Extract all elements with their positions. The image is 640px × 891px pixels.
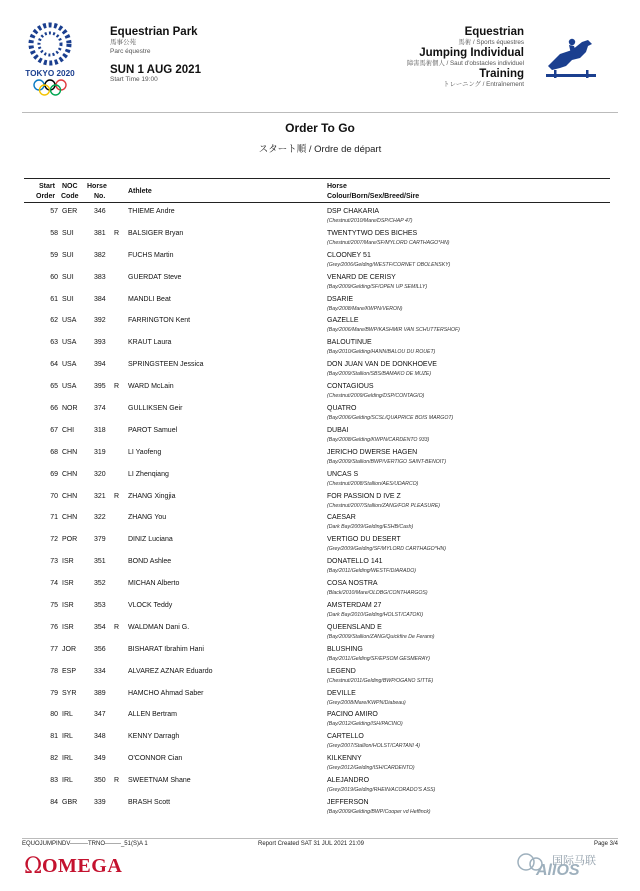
watermark-text: 国际马联 (552, 855, 596, 867)
start-order: 72 (50, 536, 58, 544)
start-order: 60 (50, 273, 58, 281)
athlete-name: BRASH Scott (128, 799, 171, 807)
reserve-flag: R (114, 229, 120, 237)
col-horse-details: Colour/Born/Sex/Breed/Sire (327, 193, 420, 200)
horse-details: (Bay/2011/Gelding/WESTF/DIARADO) (327, 568, 416, 575)
col-no: No. (94, 193, 106, 200)
horse-number: 321 (94, 492, 106, 500)
horse-details: (Chestnut/2009/Gelding/DSP/CONTAGIO) (327, 393, 425, 400)
horse-name: FOR PASSION D IVE Z (327, 492, 401, 500)
noc-code: ISR (62, 580, 74, 588)
athlete-name: ZHANG You (128, 514, 167, 522)
table-row (24, 271, 610, 293)
noc-code: USA (62, 383, 77, 391)
horse-number: 352 (94, 580, 106, 588)
horse-name: QUATRO (327, 405, 357, 413)
horse-details: (Black/2010/Mare/OLDBG/CONTHARGOS) (327, 590, 428, 597)
page-title: Order To Go (285, 121, 355, 135)
start-order-table (24, 205, 610, 818)
svg-text:Ω: Ω (24, 854, 43, 878)
noc-code: IRL (62, 733, 73, 741)
page-subtitle: スタート順 / Ordre de départ (258, 144, 382, 155)
horse-details: (Bay/2006/Gelding/SCSL/QUAPRICE BOIS MARGOT) (327, 415, 454, 422)
table-row (24, 752, 610, 774)
noc-code: GBR (62, 799, 78, 807)
table-row (24, 621, 610, 643)
horse-name: KILKENNY (327, 755, 362, 763)
athlete-name: GUERDAT Steve (128, 273, 182, 281)
start-order: 63 (50, 339, 58, 347)
horse-name: DSP CHAKARIA (327, 208, 379, 215)
athlete-name: SPRINGSTEEN Jessica (128, 361, 204, 369)
horse-name: DEVILLE (327, 689, 356, 697)
athlete-name: BOND Ashlee (128, 558, 172, 566)
table-row (24, 665, 610, 687)
col-order: Order (36, 193, 56, 200)
athlete-name: LI Zhenqiang (128, 470, 169, 478)
horse-number: 382 (94, 251, 106, 259)
athlete-name: FUCHS Martin (128, 251, 174, 259)
horse-details: (Bay/2006/Mare/BWP/KASHMIR VAN SCHUTTERSHOF) (327, 327, 460, 334)
horse-number: 383 (94, 273, 106, 281)
noc-code: ESP (62, 667, 77, 675)
start-order: 84 (50, 799, 58, 807)
horse-number: 350 (94, 777, 106, 785)
table-row (24, 424, 610, 446)
horse-name: AMSTERDAM 27 (327, 602, 382, 610)
horse-details: (Chestnut/2007/Mare/SF/MYLORD CARTHAGO*HN) (327, 239, 450, 246)
start-order: 74 (50, 580, 58, 588)
report-created: Report Created SAT 31 JUL 2021 21:09 (258, 841, 364, 847)
horse-name: VERTIGO DU DESERT (327, 536, 401, 544)
event-date: SUN 1 AUG 2021 (110, 64, 201, 76)
table-row (24, 446, 610, 468)
footer-divider (22, 838, 618, 839)
noc-code: NOR (62, 405, 78, 413)
table-row (24, 490, 610, 512)
table-row (24, 796, 610, 818)
athlete-name: HAMCHO Ahmad Saber (128, 689, 204, 697)
event-name: Jumping Individual (419, 47, 524, 59)
col-start: Start (39, 183, 55, 190)
noc-code: CHI (62, 426, 75, 434)
horse-details: (Grey/2012/Gelding/ISH/CARDENTO) (327, 765, 415, 772)
table-row (24, 293, 610, 315)
equestrian-jumping-icon (542, 36, 600, 80)
noc-code: ISR (62, 623, 74, 631)
noc-code: GER (62, 208, 78, 215)
horse-details: (Grey/2006/Gelding/WESTF/CORNET OBOLENSKY) (327, 261, 451, 268)
athlete-name: THIEME Andre (128, 208, 175, 215)
horse-number: 351 (94, 558, 106, 566)
table-row (24, 533, 610, 555)
reserve-flag: R (114, 623, 120, 631)
noc-code: CHN (62, 470, 78, 478)
horse-name: CLOONEY 51 (327, 251, 371, 259)
horse-name: TWENTYTWO DES BICHES (327, 229, 418, 237)
table-row (24, 577, 610, 599)
horse-number: 379 (94, 536, 106, 544)
table-row (24, 599, 610, 621)
noc-code: SUI (62, 251, 74, 259)
athlete-name: ALVAREZ AZNAR Eduardo (128, 667, 213, 675)
horse-name: CARTELLO (327, 733, 364, 741)
table-row (24, 774, 610, 796)
horse-details: (Chestnut/2011/Gelding/BWP/OGANO SITTE) (327, 677, 434, 684)
table-header (24, 178, 610, 203)
event-name-sub: 障害馬術個人 / Saut d'obstacles individuel (406, 60, 524, 67)
horse-name: LEGEND (327, 667, 356, 675)
horse-details: (Bay/2008/Mare/KWPN/VERON) (327, 305, 403, 312)
athlete-name: BALSIGER Bryan (128, 229, 184, 237)
athlete-name: MANDLI Beat (128, 295, 171, 303)
noc-code: SYR (62, 689, 77, 697)
horse-number: 393 (94, 339, 106, 347)
col-athlete: Athlete (128, 188, 152, 195)
reserve-flag: R (114, 383, 120, 391)
horse-details: (Bay/2009/Gelding/SF/OPEN UP SEMILLY) (327, 283, 428, 290)
start-order: 75 (50, 602, 58, 610)
start-order: 68 (50, 448, 58, 456)
noc-code: SUI (62, 229, 74, 237)
horse-details: (Dark Bay/2010/Gelding/HOLST/CATOKI) (327, 612, 424, 619)
horse-details: (Grey/2008/Mare/KWPN/Diabeau) (327, 699, 406, 706)
horse-number: 356 (94, 645, 106, 653)
page-number: Page 3/4 (593, 841, 618, 847)
horse-name: DSARIE (327, 295, 354, 303)
horse-name: BALOUTINUE (327, 339, 372, 347)
horse-name: PACINO AMIRO (327, 711, 378, 719)
horse-details: (Grey/2009/Gelding/SF/MYLORD CARTHAGO*HN) (327, 546, 446, 553)
venue-name-fr: Parc équestre (110, 48, 151, 55)
horse-name: CAESAR (327, 514, 356, 522)
horse-details: (Bay/2009/Stallion/SBS/BAMAKO DE MUZE) (327, 371, 432, 378)
horse-name: CONTAGIOUS (327, 383, 374, 391)
noc-code: CHN (62, 448, 78, 456)
horse-number: 395 (94, 383, 106, 391)
table-row (24, 249, 610, 271)
horse-number: 346 (94, 208, 106, 215)
header-divider (22, 112, 618, 113)
col-noc: NOC (62, 183, 78, 190)
horse-number: 322 (94, 514, 106, 522)
phase-name: Training (479, 68, 524, 80)
athlete-name: ZHANG Xingjia (128, 492, 176, 500)
table-row (24, 358, 610, 380)
start-order: 83 (50, 777, 58, 785)
noc-code: SUI (62, 295, 74, 303)
start-order: 58 (50, 229, 58, 237)
noc-code: ISR (62, 558, 74, 566)
start-order: 59 (50, 251, 58, 259)
start-order: 81 (50, 733, 58, 741)
athlete-name: WALDMAN Dani G. (128, 623, 190, 631)
horse-number: 320 (94, 470, 106, 478)
athlete-name: KENNY Darragh (128, 733, 180, 741)
horse-number: 348 (94, 733, 106, 741)
horse-details: (Dark Bay/2009/Gelding/ESHB/Cash) (327, 524, 414, 531)
start-order: 67 (50, 426, 58, 434)
horse-name: ALEJANDRO (327, 777, 370, 785)
athlete-name: KRAUT Laura (128, 339, 172, 347)
horse-number: 347 (94, 711, 106, 719)
horse-name: BLUSHING (327, 645, 363, 653)
noc-code: USA (62, 361, 77, 369)
start-order: 65 (50, 383, 58, 391)
horse-name: JEFFERSON (327, 799, 369, 807)
athlete-name: DINIZ Luciana (128, 536, 173, 544)
horse-name: GAZELLE (327, 317, 359, 325)
noc-code: USA (62, 339, 77, 347)
horse-number: 384 (94, 295, 106, 303)
athlete-name: SWEETNAM Shane (128, 777, 191, 785)
athlete-name: MICHAN Alberto (128, 580, 180, 588)
table-row (24, 511, 610, 533)
sport-name: Equestrian (464, 26, 524, 38)
horse-name: JERICHO DWERSE HAGEN (327, 448, 418, 456)
table-row (24, 468, 610, 490)
horse-name: DON JUAN VAN DE DONKHOEVE (327, 361, 437, 369)
start-order: 66 (50, 405, 58, 413)
col-code: Code (61, 193, 79, 200)
horse-name: DONATELLO 141 (327, 558, 383, 566)
report-code: EQUOJUMPINDV---------TRNO--------_51(S)A 1 (22, 841, 148, 847)
start-order: 64 (50, 361, 58, 369)
horse-name: UNCAS S (327, 470, 359, 478)
start-order: 76 (50, 623, 58, 631)
noc-code: CHN (62, 492, 78, 500)
athlete-name: VLOCK Teddy (128, 602, 173, 610)
horse-number: 389 (94, 689, 106, 697)
start-order: 69 (50, 470, 58, 478)
horse-number: 354 (94, 623, 106, 631)
horse-details: (Bay/2011/Gelding/SF/EPSOM GESMERAY) (327, 655, 431, 662)
horse-number: 349 (94, 755, 106, 763)
horse-name: COSA NOSTRA (327, 580, 378, 588)
noc-code: SUI (62, 273, 74, 281)
horse-name: VENARD DE CERISY (327, 273, 396, 281)
horse-details: (Grey/2019/Gelding/RHEIN/ACORADO'S ASS) (327, 787, 436, 794)
col-horse-name: Horse (327, 183, 347, 190)
table-row (24, 402, 610, 424)
horse-details: (Bay/2009/Stallion/BWP/VERTIGO SAINT-BENOIT) (327, 458, 447, 465)
start-order: 57 (50, 208, 58, 215)
start-order: 80 (50, 711, 58, 719)
athlete-name: FARRINGTON Kent (128, 317, 191, 325)
venue-name: Equestrian Park (110, 26, 198, 38)
horse-details: (Bay/2010/Gelding/HANN/BALOU DU ROUET) (327, 349, 436, 356)
horse-details: (Bay/2009/Stallion/ZANG/Quickfire De Ferann) (327, 633, 435, 640)
start-order: 79 (50, 689, 58, 697)
athlete-name: PAROT Samuel (128, 426, 178, 434)
horse-details: (Chestnut/2008/Stallion/AES/UDARCO) (327, 480, 419, 487)
athlete-name: WARD McLain (128, 383, 174, 391)
horse-number: 381 (94, 229, 106, 237)
horse-details: (Chestnut/2007/Stallion/ZANG/FOR PLEASURE) (327, 502, 441, 509)
table-row (24, 708, 610, 730)
noc-code: POR (62, 536, 78, 544)
table-row (24, 643, 610, 665)
athlete-name: GULLIKSEN Geir (128, 405, 183, 413)
noc-code: JOR (62, 645, 76, 653)
horse-name: QUEENSLAND E (327, 623, 382, 631)
table-row (24, 227, 610, 249)
venue-name-jp: 馬事公苑 (110, 39, 136, 46)
noc-code: USA (62, 317, 77, 325)
phase-name-sub: トレーニング / Entraînement (443, 81, 524, 88)
start-order: 77 (50, 645, 58, 653)
athlete-name: LI Yaofeng (128, 448, 162, 456)
games-name: TOKYO 2020 (25, 69, 75, 78)
start-order: 61 (50, 295, 58, 303)
athlete-name: ALLEN Bertram (128, 711, 178, 719)
noc-code: CHN (62, 514, 78, 522)
athlete-name: O'CONNOR Cian (128, 755, 183, 763)
event-block (407, 26, 524, 89)
start-order: 62 (50, 317, 58, 325)
horse-number: 339 (94, 799, 106, 807)
horse-name: DUBAI (327, 426, 349, 434)
watermark-brand: AllOS (536, 862, 580, 879)
horse-details: (Bay/2009/Gelding/BWP/Cooper vd Heffinck) (327, 809, 431, 816)
sponsor-name: OMEGA (42, 855, 123, 877)
horse-number: 318 (94, 426, 106, 434)
horse-number: 319 (94, 448, 106, 456)
report-header (0, 0, 640, 112)
table-row (24, 687, 610, 709)
table-row (24, 314, 610, 336)
venue-block (110, 26, 201, 83)
horse-details: (Bay/2008/Gelding/KWPN/CARDENTO 933) (327, 436, 430, 443)
start-order: 78 (50, 667, 58, 675)
horse-number: 394 (94, 361, 106, 369)
table-row (24, 555, 610, 577)
horse-number: 392 (94, 317, 106, 325)
reserve-flag: R (114, 777, 120, 785)
table-row (24, 730, 610, 752)
start-order: 71 (50, 514, 58, 522)
horse-details: (Bay/2012/Gelding/ISH/PACINO) (327, 721, 403, 728)
horse-details: (Grey/2007/Stallion/HOLST/CARTANI 4) (327, 743, 420, 750)
athlete-name: BISHARAT Ibrahim Hani (128, 645, 204, 653)
horse-number: 334 (94, 667, 106, 675)
start-order: 70 (50, 492, 58, 500)
noc-code: IRL (62, 777, 73, 785)
horse-number: 374 (94, 405, 106, 413)
col-horse: Horse (87, 183, 107, 190)
sport-name-sub: 馬術 / Sports équestres (458, 39, 524, 46)
noc-code: IRL (62, 755, 73, 763)
tokyo-2020-emblem-icon (22, 22, 78, 102)
table-row (24, 205, 610, 227)
table-row (24, 336, 610, 358)
horse-number: 353 (94, 602, 106, 610)
horse-details: (Chestnut/2010/Mare/DSP/CHAP 47) (327, 218, 413, 224)
reserve-flag: R (114, 492, 120, 500)
table-row (24, 380, 610, 402)
noc-code: ISR (62, 602, 74, 610)
start-order: 73 (50, 558, 58, 566)
start-order: 82 (50, 755, 58, 763)
start-time: Start Time 19:00 (110, 76, 158, 83)
noc-code: IRL (62, 711, 73, 719)
